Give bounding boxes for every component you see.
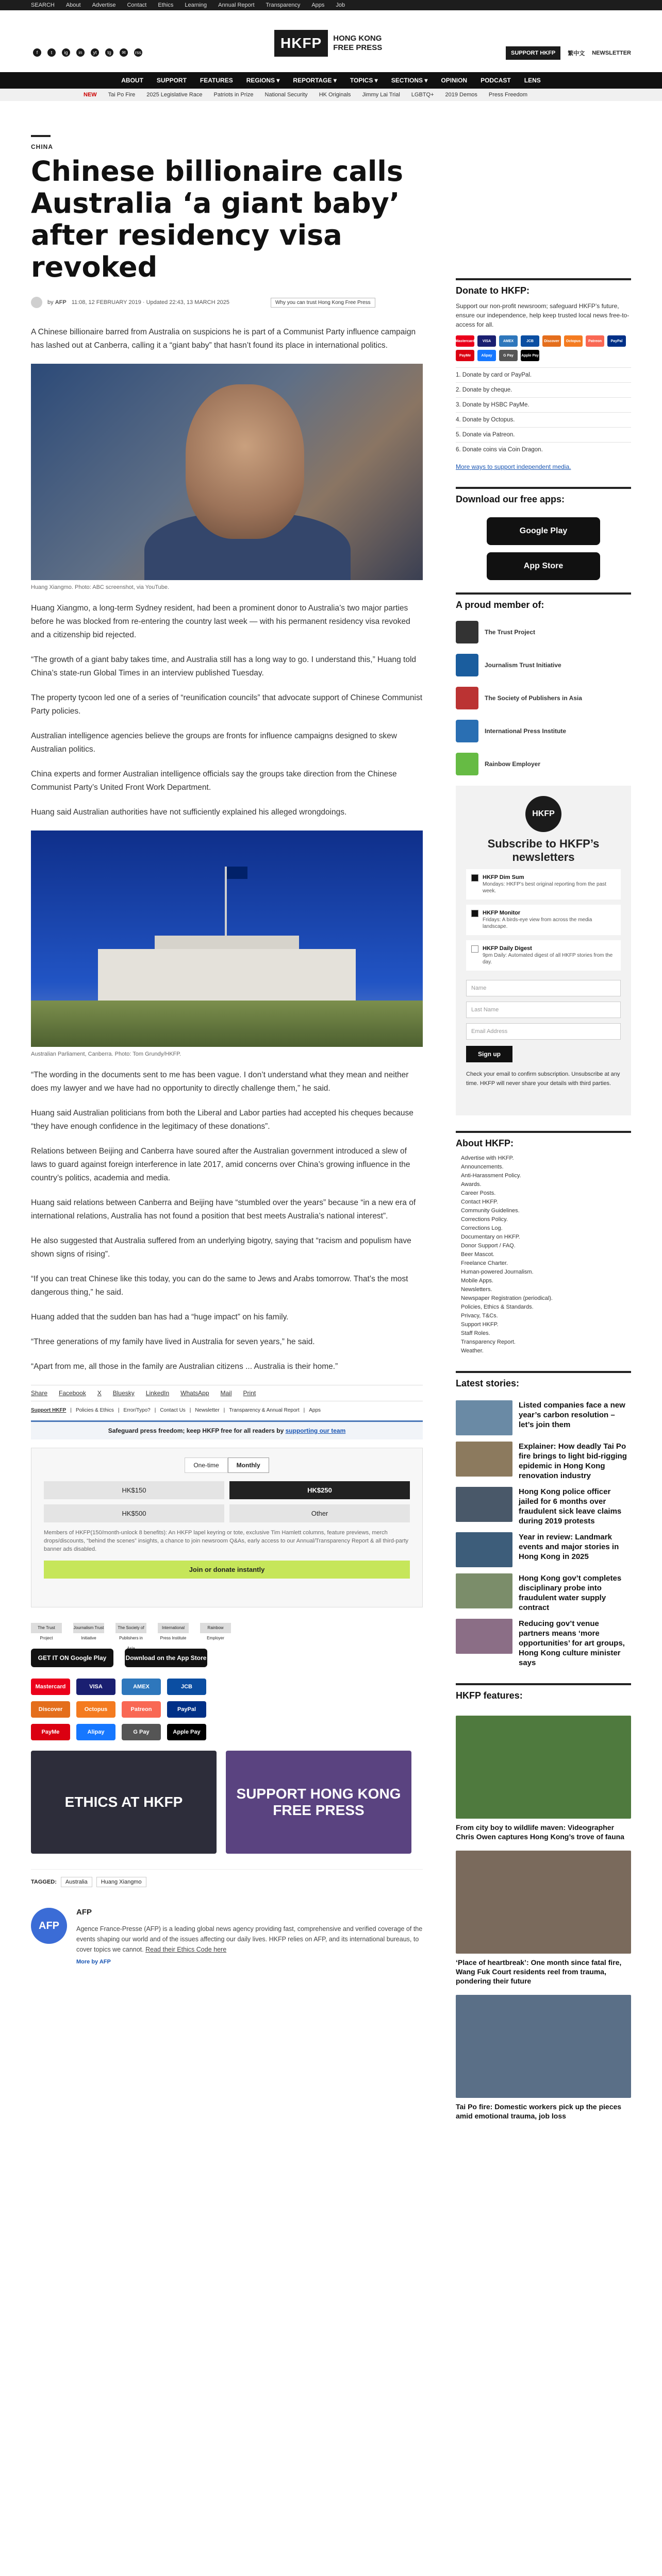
payment-logo: PayPal (167, 1701, 206, 1718)
share-link[interactable]: Mail (220, 1389, 232, 1397)
member-item[interactable] (456, 682, 631, 715)
byline-by: by AFP (47, 299, 67, 306)
ethics-video[interactable]: ETHICS AT HKFP (31, 1751, 217, 1854)
amount-150[interactable]: HK$150 (44, 1481, 224, 1499)
payment-logo-small: Discover (542, 335, 561, 347)
newsletter-title: Subscribe to HKFP’s newsletters (487, 837, 600, 863)
site-logo[interactable] (274, 29, 382, 58)
one-time-tab[interactable]: One-time (185, 1458, 227, 1473)
separator: | (189, 1408, 191, 1413)
trending-item[interactable]: Jimmy Lai Trial (362, 92, 400, 98)
trending-item[interactable]: LGBTQ+ (411, 92, 434, 98)
separator: | (118, 1408, 120, 1413)
app-store-badge[interactable]: Download on the App Store (125, 1649, 207, 1667)
sidebar (456, 278, 631, 2121)
nav-item[interactable]: OPINION (441, 77, 468, 84)
story-title[interactable]: Explainer: How deadly Tai Po fire brings to light bid-rigging epidemic in Hong Kong renovation industry (519, 1442, 627, 1480)
topbar-item[interactable]: SEARCH (31, 2, 55, 8)
site-header (0, 10, 662, 72)
frequency-toggle (44, 1458, 410, 1473)
rainbow-logo: Rainbow Employer (200, 1623, 231, 1633)
article-photo-huang (31, 364, 423, 580)
paragraph: He also suggested that Australia suffered from an underlying bigotry, saying that “racism and populism have shown signs of rising”. (31, 1236, 411, 1259)
payment-logo-small: Apple Pay (521, 350, 539, 361)
newsletter-option-text (483, 874, 616, 894)
share-link[interactable]: X (97, 1389, 102, 1397)
nav-item[interactable]: LENS (524, 77, 541, 84)
article-photo-parliament (31, 831, 423, 1047)
main-nav (0, 72, 662, 89)
feature-story[interactable] (456, 1995, 631, 2121)
about-link[interactable]: Privacy, T&Cs. (461, 1313, 498, 1319)
feature-story[interactable] (456, 1851, 631, 1986)
author-bio-avatar[interactable]: AFP (31, 1908, 67, 1944)
payment-logo: AMEX (122, 1679, 161, 1695)
paragraph: A Chinese billionaire barred from Australia on suspicions he is part of a Communist Party influence campaign has lashed out at Canberra, calling it a “giant baby” that hasn’t found its place in international politics. (31, 328, 416, 350)
paragraph: Huang said relations between Canberra and Beijing have “stumbled over the years” because “in a new era of international relations, Australia has not found a position that best meets Australia’s national interest”. (31, 1198, 416, 1221)
more-by-author[interactable]: More by AFP (76, 1959, 111, 1965)
feature-image[interactable] (456, 1716, 631, 1819)
nav-item[interactable]: PODCAST (481, 77, 511, 84)
about-link[interactable]: Announcements. (461, 1164, 504, 1170)
trending-item[interactable]: Press Freedom (488, 92, 528, 98)
donate-method[interactable]: 5. Donate via Patreon. (456, 427, 631, 442)
nav-item[interactable]: ABOUT (121, 77, 143, 84)
social-icon[interactable]: t (47, 48, 56, 57)
donation-widget (31, 1448, 423, 1607)
about-link[interactable]: Support HKFP. (461, 1321, 499, 1328)
amount-250[interactable]: HK$250 (229, 1481, 410, 1499)
payment-logo-small: G Pay (499, 350, 518, 361)
topbar-item[interactable]: Ethics (158, 2, 174, 8)
trending-item[interactable]: National Security (264, 92, 308, 98)
share-link[interactable]: WhatsApp (180, 1389, 209, 1397)
about-link[interactable]: Weather. (461, 1348, 484, 1354)
promo-videos (31, 1751, 423, 1854)
about-link[interactable]: Freelance Charter. (461, 1260, 508, 1266)
social-icon[interactable]: ✉ (120, 48, 128, 57)
payment-logo: Discover (31, 1701, 70, 1718)
nav-item[interactable]: SECTIONS ▾ (391, 77, 428, 84)
story-thumbnail[interactable] (456, 1487, 512, 1522)
member-badges-row (31, 1623, 423, 1640)
newsletter-logo: HKFP (525, 796, 561, 832)
paragraph: Relations between Beijing and Canberra have soured after the Australian government introduced a slew of laws to guard against foreign interference in late 2017, amid concerns over China’s growing influence in the country’s politics, academia and media. (31, 1147, 410, 1182)
donate-title: Donate to HKFP: (456, 278, 631, 301)
tagged-label: TAGGED: (31, 1879, 57, 1885)
story-title[interactable]: Year in review: Landmark events and major stories in Hong Kong in 2025 (519, 1533, 619, 1561)
jti-logo: Journalism Trust Initiative (73, 1623, 104, 1633)
topbar-item[interactable]: Contact (127, 2, 147, 8)
newsletter-note: Check your email to confirm subscription. Unsubscribe at any time. HKFP will never share your details with third parties. (466, 1071, 620, 1087)
topbar-item[interactable]: Advertise (92, 2, 116, 8)
newsletter-checkbox[interactable] (471, 874, 478, 882)
share-link[interactable]: Print (243, 1389, 256, 1397)
nav-item[interactable]: REGIONS ▾ (246, 77, 280, 84)
member-item[interactable] (456, 649, 631, 682)
separator: | (154, 1408, 156, 1413)
paragraph: Huang added that the sudden ban has had a “huge impact” on his family. (31, 1313, 289, 1321)
author-name[interactable]: AFP (55, 299, 67, 306)
signup-button[interactable]: Sign up (466, 1046, 512, 1062)
language-link[interactable]: 繁中文 (568, 50, 585, 57)
about-link[interactable]: Documentary on HKFP. (461, 1234, 520, 1240)
member-item[interactable] (456, 715, 631, 748)
story-thumbnail[interactable] (456, 1532, 512, 1567)
payment-logo: Mastercard (31, 1679, 70, 1695)
social-icon[interactable]: f (33, 48, 41, 57)
member-name: The Society of Publishers in Asia (485, 694, 582, 702)
article-footer-links (31, 1408, 423, 1413)
story-thumbnail[interactable] (456, 1573, 512, 1608)
story-title[interactable]: Reducing gov’t venue partners means ‘more opportunities’ for art groups, Hong Kong culture minister says (519, 1619, 625, 1667)
paragraph: China experts and former Australian intelligence officials say the groups take direction from the Chinese Communist Party’s United Front Work Department. (31, 770, 397, 792)
trending-item[interactable]: Patriots in Prize (213, 92, 254, 98)
feature-image[interactable] (456, 1995, 631, 2098)
paragraph: Huang said Australian authorities have not sufficiently explained his alleged wrongdoings. (31, 808, 347, 817)
social-icon[interactable]: yt (91, 48, 99, 57)
donate-pay-logos (456, 335, 631, 361)
newsletter-option-title: HKFP Daily Digest (483, 945, 532, 952)
topbar-item[interactable]: Learning (185, 2, 207, 8)
google-play-badge[interactable]: GET IT ON Google Play (31, 1649, 113, 1667)
photo-caption: Huang Xiangmo. Photo: ABC screenshot, via YouTube. (31, 584, 170, 590)
nav-item[interactable]: SUPPORT (156, 77, 187, 84)
newsletter-option-title: HKFP Monitor (483, 910, 521, 916)
payment-logo: Apple Pay (167, 1724, 206, 1740)
latest-story[interactable] (456, 1487, 631, 1526)
share-link[interactable]: Bluesky (112, 1389, 135, 1397)
payment-logo: Octopus (76, 1701, 115, 1718)
author-avatar (31, 297, 42, 308)
donate-method[interactable]: 1. Donate by card or PayPal. (456, 367, 631, 382)
trust-link[interactable]: Why you can trust Hong Kong Free Press (271, 298, 375, 308)
donate-method[interactable]: 3. Donate by HSBC PayMe. (456, 397, 631, 412)
payment-logo: VISA (76, 1679, 115, 1695)
donate-method[interactable]: 6. Donate coins via Coin Dragon. (456, 442, 631, 457)
story-title[interactable]: Hong Kong gov’t completes disciplinary probe into fraudulent water supply contract (519, 1574, 622, 1612)
join-donate-button[interactable]: Join or donate instantly (44, 1561, 410, 1579)
amount-other[interactable]: Other (229, 1504, 410, 1522)
trending-item[interactable]: 2019 Demos (445, 92, 477, 98)
about-link[interactable]: Transparency Report. (461, 1339, 516, 1345)
safeguard-banner: Safeguard press freedom; keep HKFP free for all readers by supporting our team (31, 1420, 423, 1439)
latest-story[interactable] (456, 1532, 631, 1567)
payment-logo-small: JCB (521, 335, 539, 347)
about-link[interactable]: Staff Roles. (461, 1330, 490, 1336)
social-icon[interactable]: tg (105, 48, 113, 57)
paragraph: Australian intelligence agencies believe the groups are fronts for influence campaigns designed to skew Australian politics. (31, 732, 397, 754)
about-link[interactable]: Awards. (461, 1181, 482, 1188)
trending-item[interactable]: 2025 Legislative Race (146, 92, 203, 98)
social-icon[interactable]: rss (134, 48, 142, 57)
payment-logo: Alipay (76, 1724, 115, 1740)
trending-item[interactable]: HK Originals (319, 92, 351, 98)
payment-logos (31, 1679, 237, 1740)
newsletter-option-desc: Fridays: A birds-eye view from across the media landscape. (483, 917, 592, 929)
payment-logo-small: Mastercard (456, 335, 474, 347)
member-name: Rainbow Employer (485, 760, 541, 768)
member-name: Journalism Trust Initiative (485, 662, 561, 669)
topbar-item[interactable]: About (65, 2, 81, 8)
sidebar-google-play[interactable]: Google Play (487, 517, 600, 545)
about-link[interactable]: Human-powered Journalism. (461, 1269, 534, 1275)
newsletter-option-text (483, 945, 616, 965)
share-bar (31, 1385, 423, 1401)
payment-logo-small: Alipay (477, 350, 496, 361)
footer-link[interactable]: Error/Typo? (123, 1408, 151, 1413)
latest-story[interactable] (456, 1400, 631, 1435)
donate-method[interactable]: 2. Donate by cheque. (456, 382, 631, 397)
member-logo (456, 654, 478, 676)
about-link[interactable]: Newsletters. (461, 1286, 492, 1293)
separator: | (70, 1408, 72, 1413)
member-item[interactable] (456, 748, 631, 781)
email-input[interactable]: Email Address (466, 1023, 621, 1040)
membership-note: Members of HKFP(150/month-unlock 8 benefits): An HKFP lapel keyring or tote, exclusive Tim Hamlett columns, feature previews, merch drops/discounts, “behind the scenes” insights, a chance to join newsroom Q&As, early access to our Annual/Transparency Report & all third-party banner ads disabled. (44, 1530, 409, 1552)
social-icon[interactable]: in (76, 48, 85, 57)
member-logo (456, 621, 478, 643)
feature-title[interactable]: From city boy to wildlife maven: Videographer Chris Owen captures Hong Kong’s trove of fauna (456, 1823, 624, 1841)
trending-item[interactable]: Tai Po Fire (108, 92, 136, 98)
category-rule (31, 135, 51, 137)
footer-link[interactable]: Apps (309, 1408, 321, 1413)
about-link[interactable]: Contact HKFP. (461, 1199, 498, 1205)
amount-500[interactable]: HK$500 (44, 1504, 224, 1522)
newsletter-checkbox[interactable] (471, 945, 478, 953)
member-logo (456, 687, 478, 709)
about-list (456, 1154, 631, 1355)
newsletter-option-text (483, 910, 616, 930)
ethics-code-link[interactable]: Read their Ethics Code here (145, 1946, 227, 1953)
story-title[interactable]: Listed companies face a new year’s carbon resolution – let’s join them (519, 1401, 625, 1429)
last-name-input[interactable]: Last Name (466, 1002, 621, 1018)
byline (31, 297, 423, 308)
story-thumbnail[interactable] (456, 1619, 512, 1654)
feature-stories (456, 1716, 631, 2121)
trust-project-logo: The Trust Project (31, 1623, 62, 1633)
member-list (456, 616, 631, 781)
about-link[interactable]: Advertise with HKFP. (461, 1155, 514, 1161)
footer-link[interactable]: Contact Us (160, 1408, 186, 1413)
footer-link[interactable]: Newsletter (195, 1408, 220, 1413)
feature-story[interactable] (456, 1716, 631, 1841)
more-ways-link[interactable]: More ways to support independent media. (456, 463, 571, 470)
about-link[interactable]: Career Posts. (461, 1190, 496, 1196)
features-title: HKFP features: (456, 1683, 631, 1706)
newsletter-checkbox[interactable] (471, 910, 478, 917)
topbar-item[interactable]: Job (336, 2, 345, 8)
newsletter-option-desc: 9pm Daily: Automated digest of all HKFP stories from the day. (483, 953, 613, 965)
member-logo (456, 753, 478, 775)
payment-logo-small: Octopus (564, 335, 583, 347)
author-bio-text: Agence France-Presse (AFP) is a leading global news agency providing fast, comprehensive and verified coverage of the events shaping our world and of the issues affecting our daily lives. HKFP relies on AFP, and its international bureaus, to cover topics we cannot. Read their Ethics Code here (76, 1925, 423, 1953)
payment-logo-small: VISA (477, 335, 496, 347)
article-title: Chinese billionaire calls Australia ‘a giant baby’ after residency visa revoked (31, 155, 404, 283)
latest-story[interactable] (456, 1573, 631, 1613)
article-category[interactable]: CHINA (31, 143, 53, 150)
nav-item[interactable]: REPORTAGE ▾ (293, 77, 337, 84)
social-icon[interactable]: ig (62, 48, 70, 57)
newsletter-option[interactable] (466, 905, 621, 935)
footer-link[interactable]: Support HKFP (31, 1408, 67, 1413)
newsletter-option-desc: Mondays: HKFP’s best original reporting from the past week. (483, 882, 606, 894)
header-actions (506, 46, 631, 60)
trending-nav (0, 89, 662, 101)
about-link[interactable]: Corrections Log. (461, 1225, 503, 1231)
separator: | (223, 1408, 225, 1413)
about-link[interactable]: Donor Support / FAQ. (461, 1243, 516, 1249)
member-logo (456, 720, 478, 742)
newsletter-option[interactable] (466, 869, 621, 900)
about-link[interactable]: Community Guidelines. (461, 1208, 520, 1214)
amount-options (44, 1481, 410, 1522)
newsletter-option[interactable] (466, 940, 621, 971)
about-link[interactable]: Policies, Ethics & Standards. (461, 1304, 534, 1310)
footer-link[interactable]: Policies & Ethics (75, 1408, 114, 1413)
separator: | (303, 1408, 305, 1413)
paragraph: “Apart from me, all those in the family are Australian citizens ... Australia is their home.” (31, 1362, 338, 1371)
payment-logo-small: PayMe (456, 350, 474, 361)
topbar-item[interactable]: Apps (311, 2, 325, 8)
about-link[interactable]: Beer Mascot. (461, 1251, 494, 1258)
footer-link[interactable]: Transparency & Annual Report (229, 1408, 300, 1413)
feature-title[interactable]: ‘Place of heartbreak’: One month since fatal fire, Wang Fuk Court residents reel from trauma, pondering their future (456, 1958, 622, 1985)
article-main (31, 135, 423, 1965)
about-link[interactable]: Corrections Policy. (461, 1216, 508, 1223)
support-video[interactable]: SUPPORT HONG KONG FREE PRESS (226, 1751, 411, 1854)
story-thumbnail[interactable] (456, 1400, 512, 1435)
share-label: Share (31, 1389, 48, 1397)
tag-list (31, 1869, 423, 1887)
story-title[interactable]: Hong Kong police officer jailed for 6 months over fraudulent sick leave claims during 2019 protests (519, 1487, 622, 1526)
latest-story[interactable] (456, 1442, 631, 1481)
about-link[interactable]: Newspaper Registration (periodical). (461, 1295, 553, 1301)
payment-logo: G Pay (122, 1724, 161, 1740)
newsletter-option-title: HKFP Dim Sum (483, 874, 524, 880)
payment-logo: PayMe (31, 1724, 70, 1740)
share-link[interactable]: Facebook (59, 1389, 86, 1397)
donate-method[interactable]: 4. Donate by Octopus. (456, 412, 631, 427)
paragraph: “The growth of a giant baby takes time, and Australia still has a long way to go. I understand this,” Huang told China’s state-run Global Times in an interview published Tuesday. (31, 655, 417, 677)
payment-logo-small: PayPal (607, 335, 626, 347)
payment-logo-small: Patreon (586, 335, 604, 347)
top-utility-bar (0, 0, 662, 10)
monthly-tab[interactable]: Monthly (228, 1458, 269, 1473)
donate-methods (456, 367, 631, 457)
apps-title: Download our free apps: (456, 487, 631, 510)
paragraph: “If you can treat Chinese like this today, you can do the same to Jews and Arabs tomorrow. That’s the most dangerous thing,” he said. (31, 1275, 408, 1297)
tag-huang[interactable]: Huang Xiangmo (96, 1877, 146, 1887)
member-name: The Trust Project (485, 629, 536, 636)
latest-story[interactable] (456, 1619, 631, 1668)
social-links (33, 48, 142, 57)
latest-title: Latest stories: (456, 1371, 631, 1394)
paragraph: “Three generations of my family have lived in Australia for seven years,” he said. (31, 1337, 315, 1346)
sidebar-app-store[interactable]: App Store (487, 552, 600, 580)
logo-box: HKFP (274, 30, 328, 57)
payment-logo-small: AMEX (499, 335, 518, 347)
about-link[interactable]: Mobile Apps. (461, 1278, 493, 1284)
latest-stories (456, 1400, 631, 1668)
member-item[interactable] (456, 616, 631, 649)
author-bio (31, 1908, 423, 1965)
newsletter-link[interactable]: NEWSLETTER (592, 50, 631, 56)
newsletter-options (466, 869, 621, 971)
nav-item[interactable]: TOPICS ▾ (350, 77, 378, 84)
member-title: A proud member of: (456, 592, 631, 616)
payment-logo: JCB (167, 1679, 206, 1695)
app-badges-row (31, 1649, 423, 1667)
donate-text: Support our non-profit newsroom; safeguard HKFP’s future, ensure our independence, help keep trusted local news free-to-access for all. (456, 302, 630, 328)
author-bio-name[interactable]: AFP (76, 1908, 92, 1917)
paragraph: The property tycoon led one of a series of “reunification councils” that advocate support of Chinese Communist Party policies. (31, 693, 423, 716)
support-team-link[interactable]: supporting our team (285, 1427, 346, 1434)
dateline: 11:08, 12 FEBRUARY 2019 · Updated 22:43, 13 MARCH 2025 (71, 299, 230, 306)
feature-title[interactable]: Tai Po fire: Domestic workers pick up the pieces amid emotional trauma, job loss (456, 2103, 622, 2120)
share-link[interactable]: LinkedIn (145, 1389, 170, 1397)
nav-item[interactable]: FEATURES (200, 77, 233, 84)
paragraph: “The wording in the documents sent to me has been vague. I don’t understand what they mean and neither does my lawyer and we have had no opportunity to directly challenge them,” he said. (31, 1071, 409, 1093)
story-thumbnail[interactable] (456, 1442, 512, 1477)
photo-caption: Australian Parliament, Canberra. Photo: Tom Grundy/HKFP. (31, 1051, 181, 1057)
about-link[interactable]: Anti-Harassment Policy. (461, 1173, 521, 1179)
feature-image[interactable] (456, 1851, 631, 1954)
new-label: NEW (84, 92, 97, 98)
topbar-item[interactable]: Transparency (266, 2, 301, 8)
ipi-logo: International Press Institute (158, 1623, 189, 1633)
member-name: International Press Institute (485, 727, 567, 735)
logo-text: HONG KONG FREE PRESS (333, 34, 383, 52)
about-title: About HKFP: (456, 1131, 631, 1154)
tag-australia[interactable]: Australia (61, 1877, 92, 1887)
paragraph: Huang said Australian politicians from both the Liberal and Labor parties had accepted his cheques because “they have enough confidence in the legitimacy of these donations”. (31, 1109, 413, 1131)
name-input[interactable]: Name (466, 980, 621, 996)
paragraph: Huang Xiangmo, a long-term Sydney resident, had been a prominent donor to Australia’s two major parties before he was blocked from re-entering the country last week — with his permanent residency visa revoked and a citizenship bid rejected. (31, 604, 410, 639)
support-hkfp-button[interactable]: SUPPORT HKFP (506, 46, 560, 60)
topbar-item[interactable]: Annual Report (218, 2, 255, 8)
sopa-logo: The Society of Publishers in (115, 1623, 146, 1633)
newsletter-box (456, 786, 631, 1115)
payment-logo: Patreon (122, 1701, 161, 1718)
